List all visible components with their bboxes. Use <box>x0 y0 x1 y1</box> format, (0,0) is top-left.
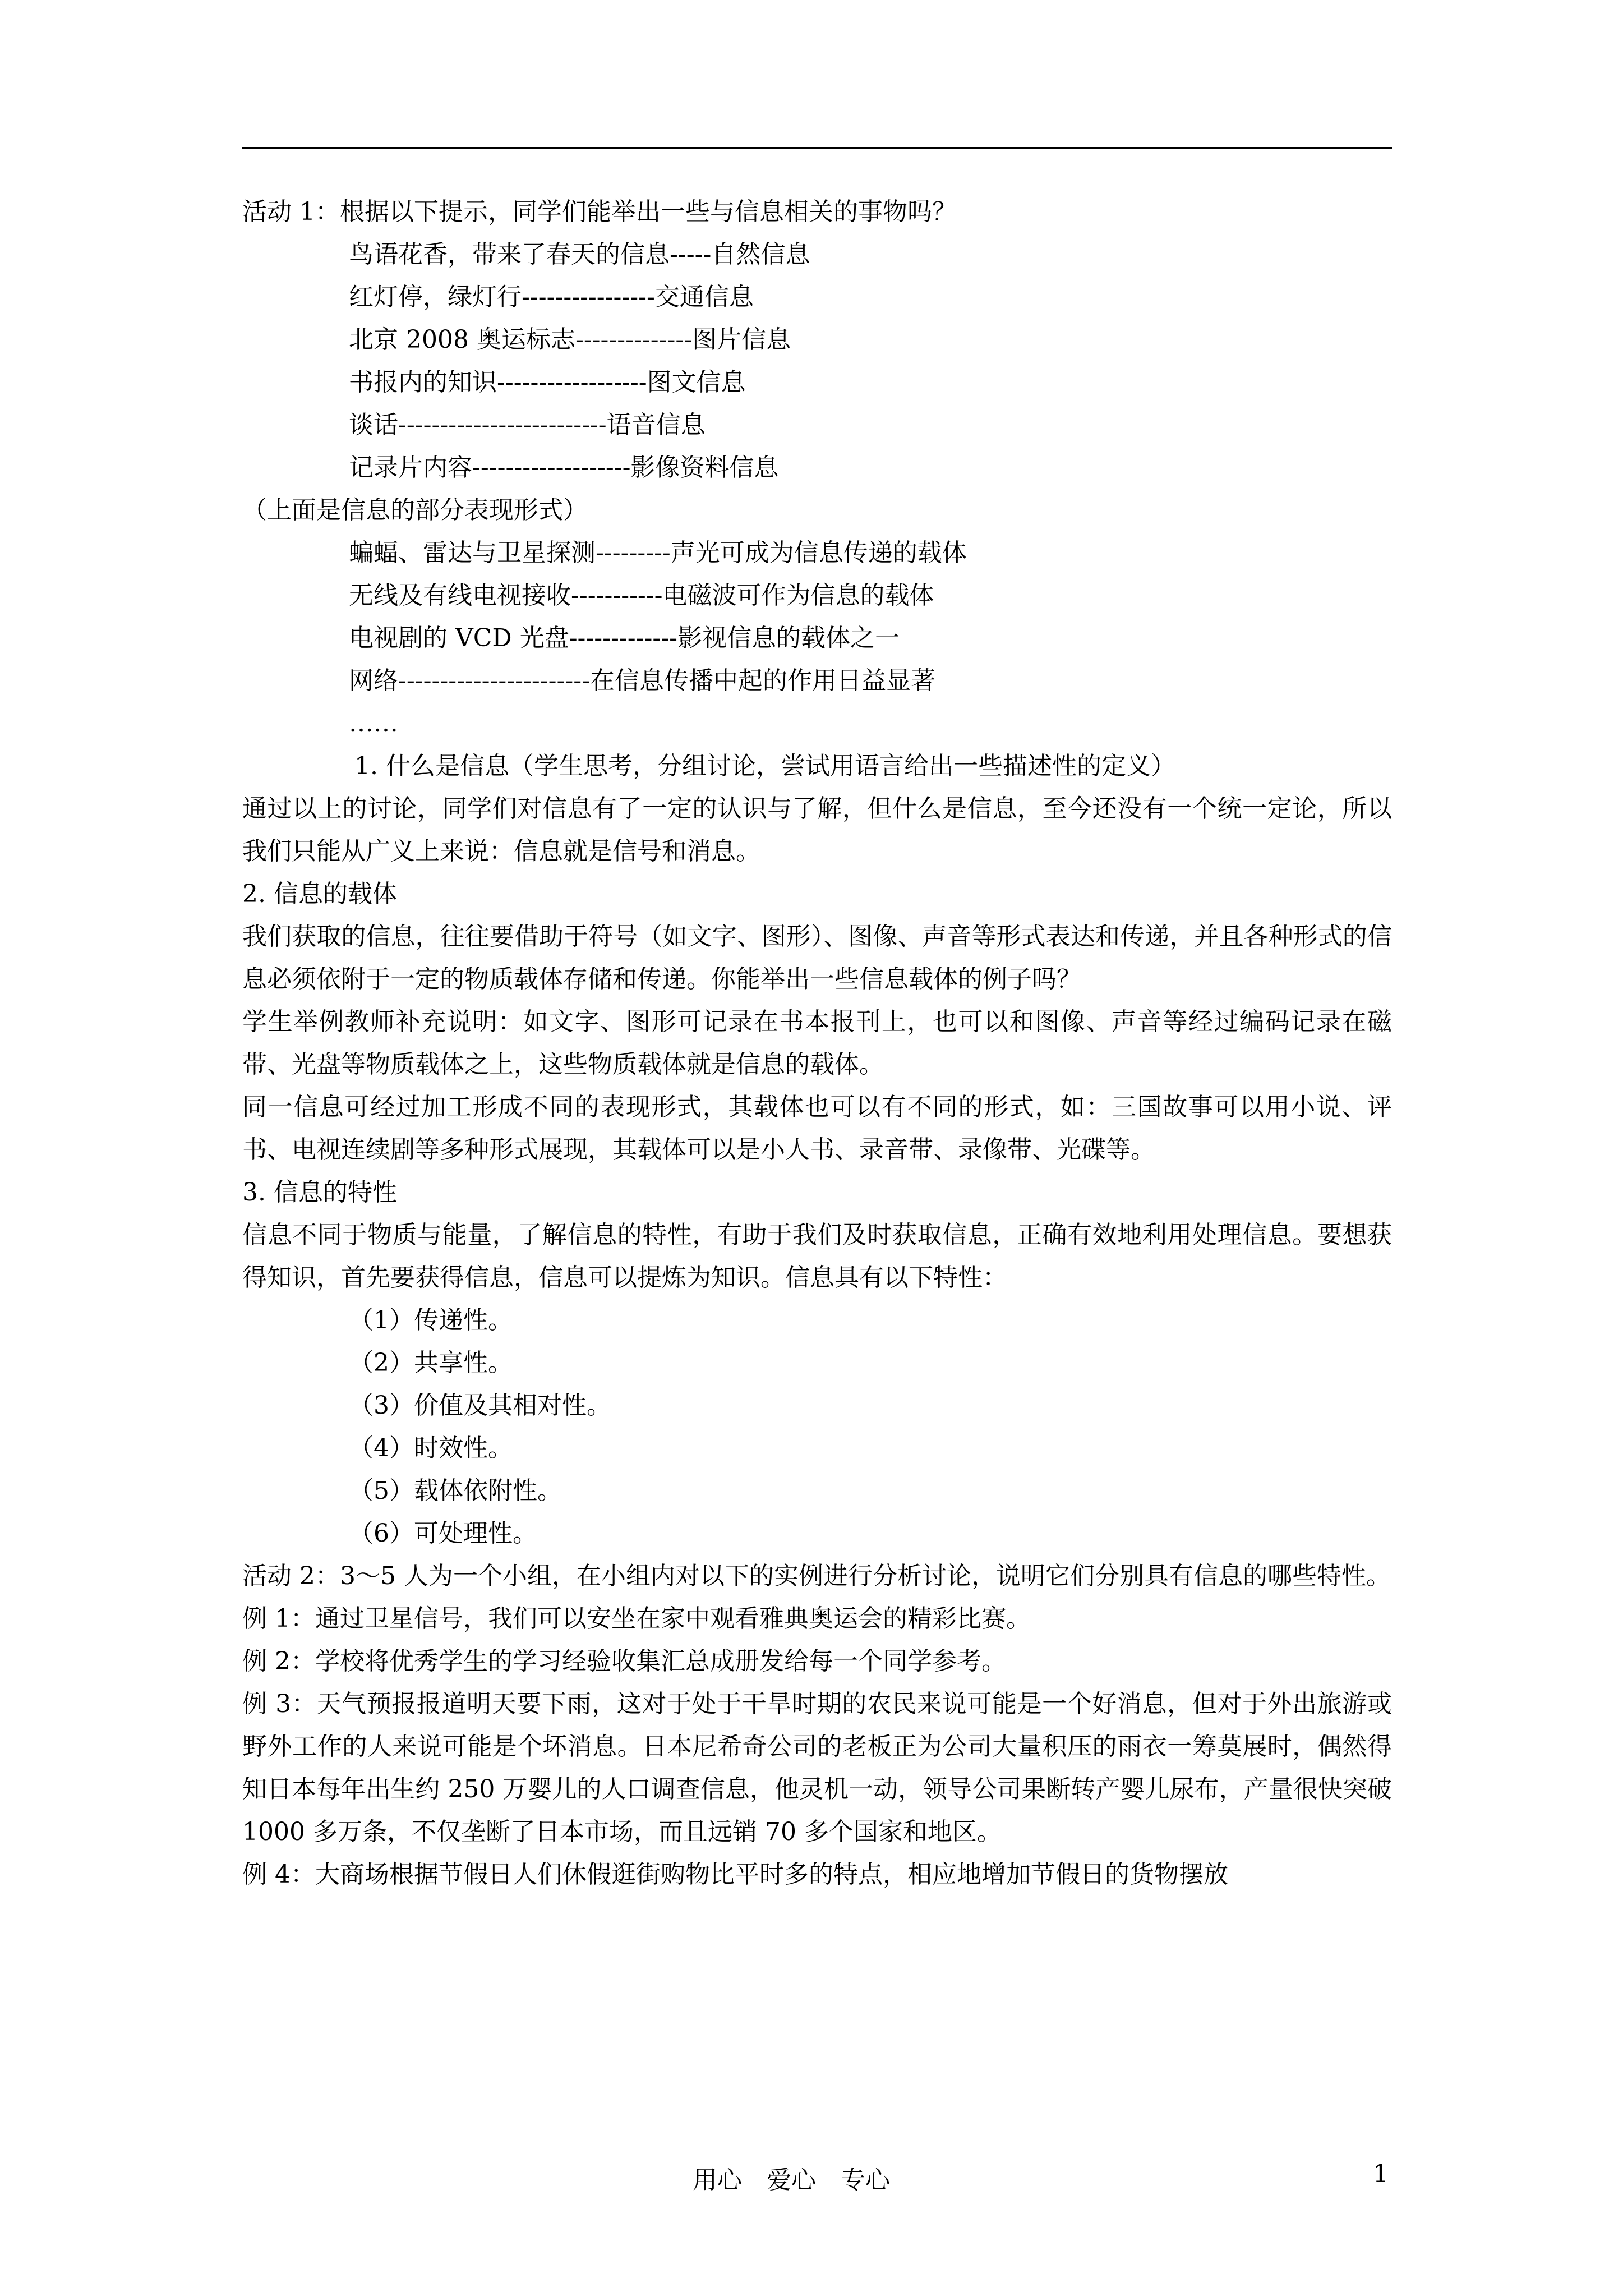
footer-motto: 用心 爱心 专心 <box>693 2166 890 2194</box>
document-body <box>242 191 1392 1896</box>
activity2-intro: 活动 2：3～5 人为一个小组，在小组内对以下的实例进行分析讨论，说明它们分别具有信息的哪些特性。 <box>242 1562 1391 1590</box>
form-line: 谈话-------------------------语音信息 <box>349 411 706 439</box>
section3-heading: 3. 信息的特性 <box>242 1178 397 1207</box>
activity1-intro: 活动 1：根据以下提示，同学们能举出一些与信息相关的事物吗？ <box>242 197 957 226</box>
trait-item: （1）传递性。 <box>349 1306 513 1335</box>
section3-paragraph: 信息不同于物质与能量，了解信息的特性，有助于我们及时获取信息，正确有效地利用处理信息。要想获得知识，首先要获得信息，信息可以提炼为知识。信息具有以下特性： <box>242 1221 1392 1292</box>
section2-paragraph: 我们获取的信息，往往要借助于符号（如文字、图形）、图像、声音等形式表达和传递，并且各种形式的信息必须依附于一定的物质载体存储和传递。你能举出一些信息载体的例子吗？ <box>242 922 1392 993</box>
form-line: 鸟语花香，带来了春天的信息-----自然信息 <box>349 240 810 269</box>
trait-item: （5）载体依附性。 <box>349 1476 562 1505</box>
section1-heading: 1. 什么是信息（学生思考，分组讨论，尝试用语言给出一些描述性的定义） <box>354 752 1175 780</box>
header-rule <box>242 147 1392 149</box>
section1-body: 通过以上的讨论，同学们对信息有了一定的认识与了解，但什么是信息，至今还没有一个统一定论，所以我们只能从广义上来说：信息就是信号和消息。 <box>242 794 1392 866</box>
section2-paragraph: 同一信息可经过加工形成不同的表现形式，其载体也可以有不同的形式，如：三国故事可以用小说、评书、电视连续剧等多种形式展现，其载体可以是小人书、录音带、录像带、光碟等。 <box>242 1093 1392 1164</box>
trait-item: （3）价值及其相对性。 <box>349 1391 611 1420</box>
trait-item: （6）可处理性。 <box>349 1519 537 1548</box>
ellipsis: …… <box>349 709 398 738</box>
section2-heading: 2. 信息的载体 <box>242 880 397 908</box>
carrier-line: 电视剧的 VCD 光盘-------------影视信息的载体之一 <box>349 624 900 652</box>
example-item: 例 4：大商场根据节假日人们休假逛街购物比平时多的特点，相应地增加节假日的货物摆放 <box>242 1860 1228 1889</box>
form-line: 记录片内容-------------------影像资料信息 <box>349 453 779 482</box>
example-item: 例 2：学校将优秀学生的学习经验收集汇总成册发给每一个同学参考。 <box>242 1647 1006 1676</box>
forms-note: （上面是信息的部分表现形式） <box>242 496 588 524</box>
form-line: 北京 2008 奥运标志--------------图片信息 <box>349 325 791 354</box>
example-item: 例 3：天气预报报道明天要下雨，这对于处于干旱时期的农民来说可能是一个好消息，但对于外出旅游或野外工作的人来说可能是个坏消息。日本尼希奇公司的老板正为公司大量积压的雨衣一筹莫展时，偶然得知日本每年出生约 250 万婴儿的人口调查信息，他灵机一动，领导公司果断转产婴儿尿布，产量很快突破 1000 多万条，不仅垄断了日本市场，而且远销 70 多个国家和地区。 <box>242 1690 1392 1846</box>
example-item: 例 1：通过卫星信号，我们可以安坐在家中观看雅典奥运会的精彩比赛。 <box>242 1604 1031 1633</box>
trait-item: （4）时效性。 <box>349 1434 513 1462</box>
page-number: 1 <box>1373 2160 1389 2188</box>
form-line: 书报内的知识------------------图文信息 <box>349 368 746 397</box>
trait-item: （2）共享性。 <box>349 1349 513 1377</box>
form-line: 红灯停，绿灯行----------------交通信息 <box>349 283 754 311</box>
carrier-line: 蝙蝠、雷达与卫星探测---------声光可成为信息传递的载体 <box>349 539 967 567</box>
carrier-line: 网络-----------------------在信息传播中起的作用日益显著 <box>349 666 935 695</box>
section2-paragraph: 学生举例教师补充说明：如文字、图形可记录在书本报刊上，也可以和图像、声音等经过编码记录在磁带、光盘等物质载体之上，这些物质载体就是信息的载体。 <box>242 1007 1392 1079</box>
carrier-line: 无线及有线电视接收-----------电磁波可作为信息的载体 <box>349 581 934 610</box>
